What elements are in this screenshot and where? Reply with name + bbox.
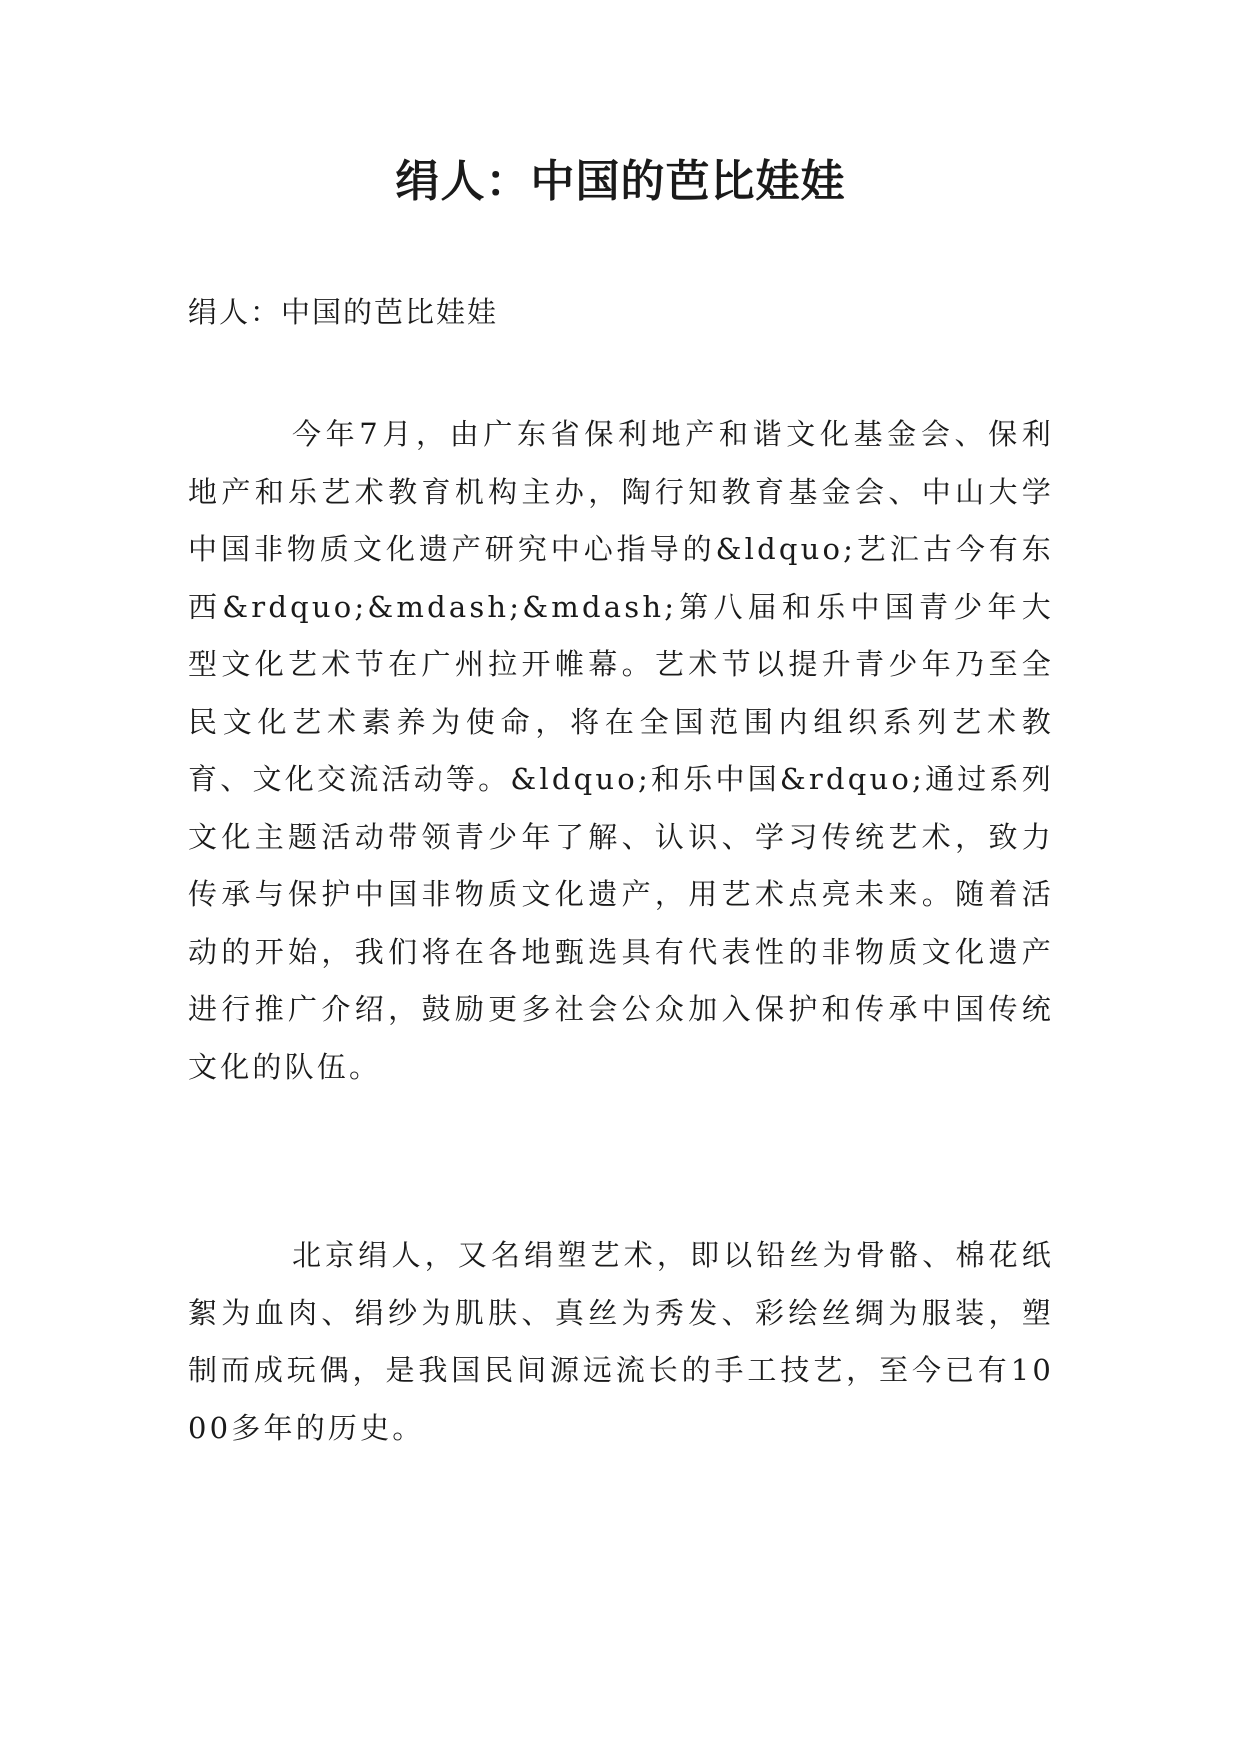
body-paragraph: 今年7月，由广东省保利地产和谐文化基金会、保利地产和乐艺术教育机构主办，陶行知教育基金会、中山大学中国非物质文化遗产研究中心指导的&ldquo;艺汇古今有东西&rdquo;&mdash;&mdash;第八届和乐中国青少年大型文化艺术节在广州拉开帷幕。艺术节以提升青少年乃至全民文化艺术素养为使命，将在全国范围内组织系列艺术教育、文化交流活动等。&ldquo;和乐中国&rdquo;通过系列文化主题活动带领青少年了解、认识、学习传统艺术，致力传承与保护中国非物质文化遗产，用艺术点亮未来。随着活动的开始，我们将在各地甄选具有代表性的非物质文化遗产进行推广介绍，鼓励更多社会公众加入保护和传承中国传统文化的队伍。 (188, 417, 1054, 1084)
body-paragraph: 北京绢人，又名绢塑艺术，即以铅丝为骨骼、棉花纸絮为血肉、绢纱为肌肤、真丝为秀发、彩绘丝绸为服装，塑制而成玩偶，是我国民间源远流长的手工技艺，至今已有1000多年的历史。 (188, 1238, 1054, 1445)
document-subtitle: 绢人：中国的芭比娃娃 (188, 295, 499, 329)
document-title: 绢人：中国的芭比娃娃 (395, 156, 846, 207)
